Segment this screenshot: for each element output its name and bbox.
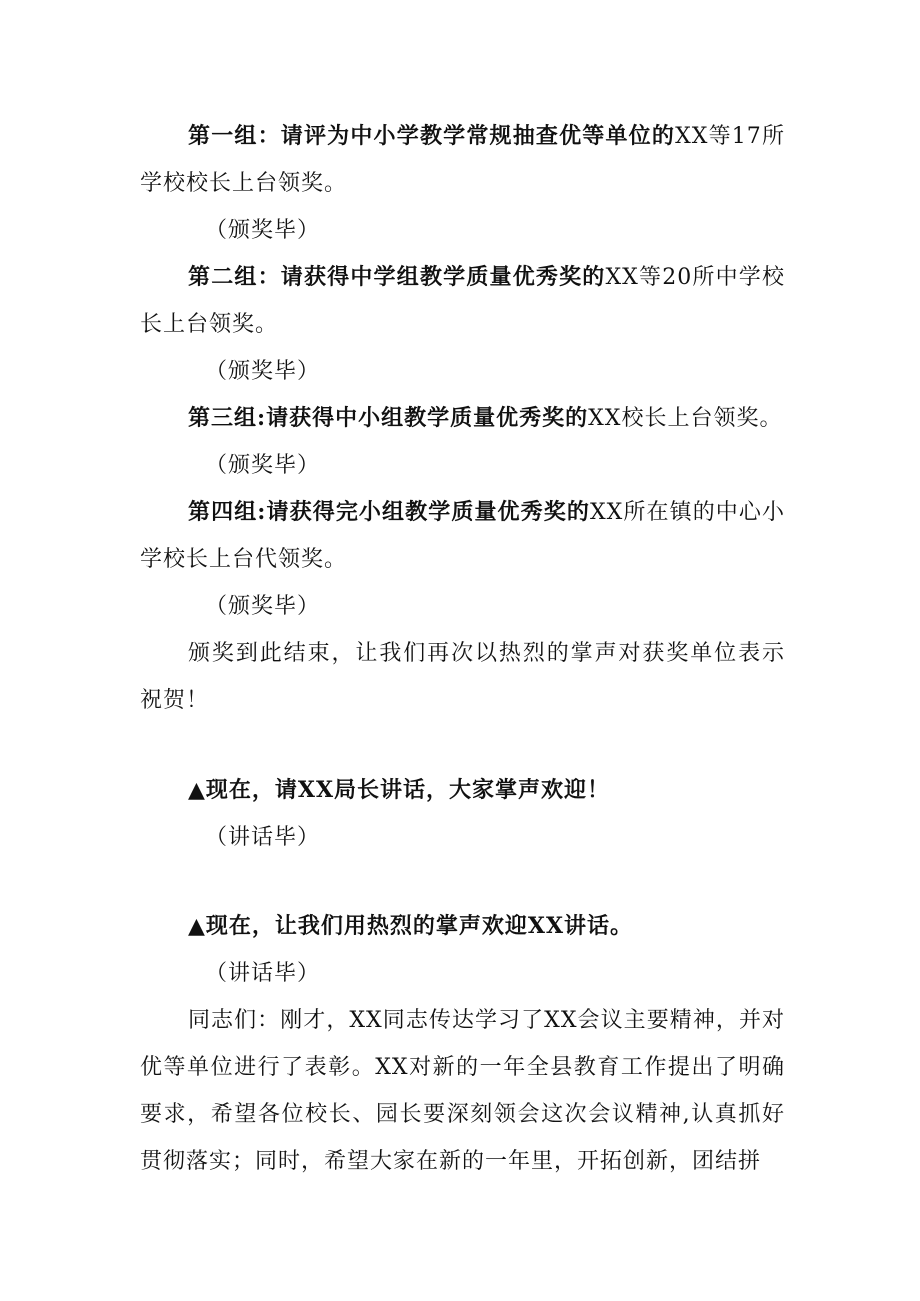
speech-2-paragraph: ▲现在，让我们用热烈的掌声欢迎XX讲话。 (188, 913, 634, 939)
group-4-text: XX所在镇的中心小学校长上台代领奖。 (140, 500, 786, 572)
group-3-paragraph (140, 395, 785, 442)
speech-1-note: （讲话毕） (205, 825, 321, 850)
speech-2-note: （讲话毕） (205, 961, 321, 986)
group-2-text: XX等20所中学校长上台领奖。 (140, 265, 785, 337)
group-2-note: （颁奖毕） (205, 359, 321, 384)
group-1-note: （颁奖毕） (205, 218, 321, 243)
group-2-paragraph (140, 254, 785, 348)
final-paragraph: 同志们：刚才，XX同志传达学习了XX会议主要精神，并对优等单位进行了表彰。XX对新的一年全县教育工作提出了明确要求，希望各位校长、园长要深刻领会这次会议精神,认真抓好贯彻落实；同时，希望大家在新的一年里，开拓创新，团结拼 (140, 1008, 785, 1174)
group-3-note: （颁奖毕） (205, 453, 321, 478)
closing-paragraph: 颁奖到此结束，让我们再次以热烈的掌声对获奖单位表示祝贺！ (140, 641, 785, 713)
speech-1-paragraph: ▲现在，请XX局长讲话，大家掌声欢迎！ (188, 777, 611, 803)
group-2-label: 第二组：请获得中学组教学质量优秀奖的 (188, 264, 606, 290)
group-4-paragraph (140, 489, 785, 583)
group-4-label: 第四组:请获得完小组教学质量优秀奖的 (188, 499, 590, 525)
group-4-note: （颁奖毕） (205, 594, 321, 619)
group-1-paragraph (140, 113, 785, 207)
group-3-label: 第三组:请获得中小组教学质量优秀奖的 (188, 405, 589, 431)
group-1-text: XX等17所学校校长上台领奖。 (140, 124, 785, 196)
group-1-label: 第一组：请评为中小学教学常规抽查优等单位的 (188, 123, 676, 149)
group-3-text: XX校长上台领奖。 (588, 406, 783, 431)
